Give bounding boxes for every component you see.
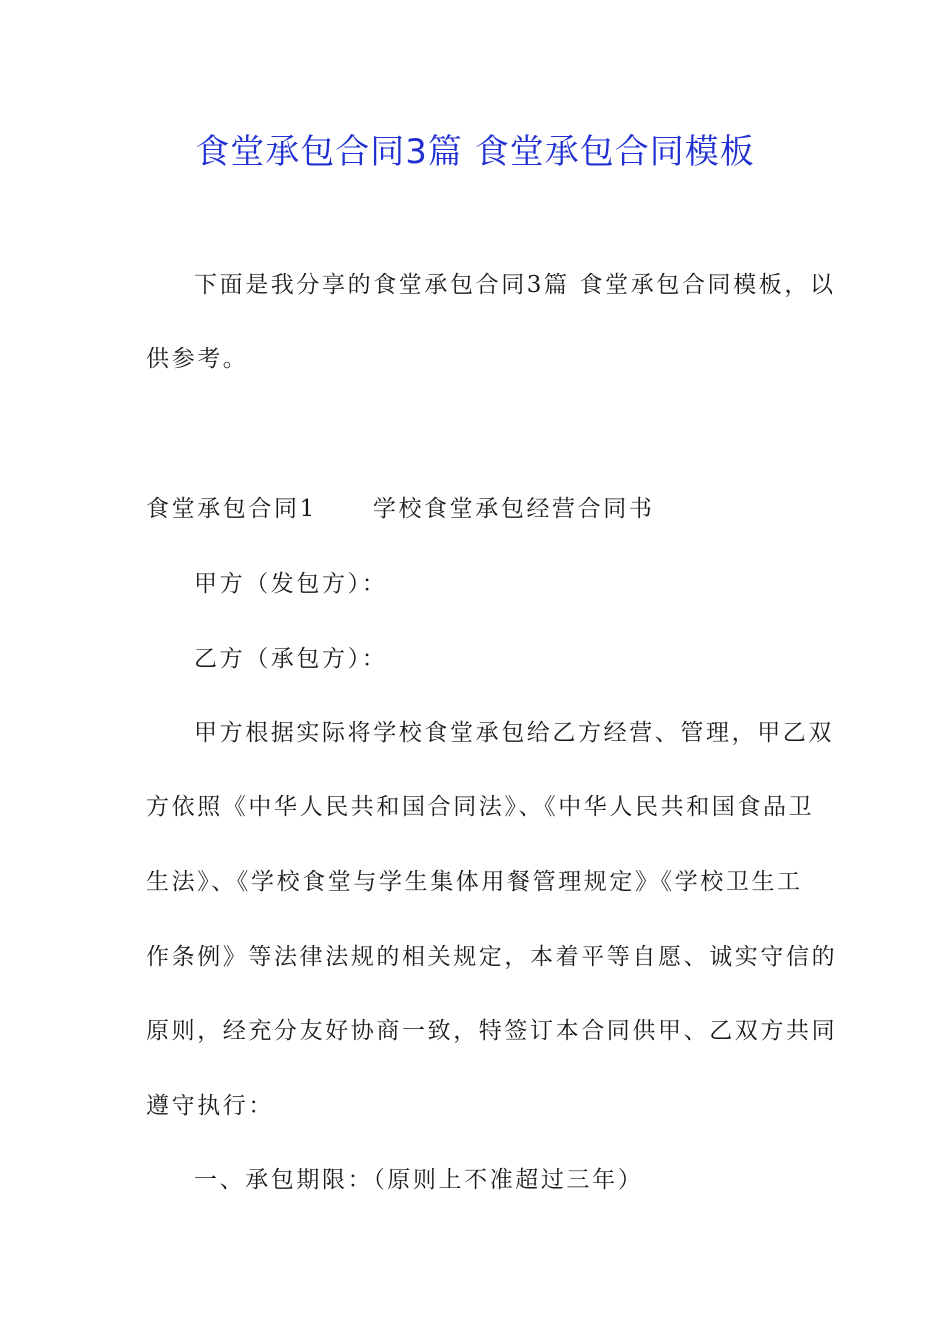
section-subheading: 学校食堂承包经营合同书 (372, 496, 655, 522)
intro-line-1: 下面是我分享的食堂承包合同3篇 食堂承包合同模板，以 (194, 272, 836, 298)
clause-1: 一、承包期限：（原则上不准超过三年） (194, 1167, 644, 1193)
document-title: 食堂承包合同3篇 食堂承包合同模板 (195, 132, 755, 172)
body-line-4: 作条例》等法律法规的相关规定，本着平等自愿、诚实守信的 (146, 944, 838, 970)
body-line-6: 遵守执行： (146, 1093, 274, 1119)
party-a-label: 甲方（发包方）： (194, 571, 388, 597)
intro-line-2: 供参考。 (146, 346, 249, 372)
body-line-5: 原则，经充分友好协商一致，特签订本合同供甲、乙双方共同 (146, 1018, 838, 1044)
body-line-2: 方依照《中华人民共和国合同法》、《中华人民共和国食品卫 (146, 794, 815, 820)
body-line-1: 甲方根据实际将学校食堂承包给乙方经营、管理，甲乙双 (194, 720, 834, 746)
section-heading-row (146, 492, 826, 526)
party-b-label: 乙方（承包方）： (194, 646, 388, 672)
section-heading: 食堂承包合同1 (146, 496, 317, 522)
body-line-3: 生法》、《学校食堂与学生集体用餐管理规定》《学校卫生工 (146, 869, 803, 895)
